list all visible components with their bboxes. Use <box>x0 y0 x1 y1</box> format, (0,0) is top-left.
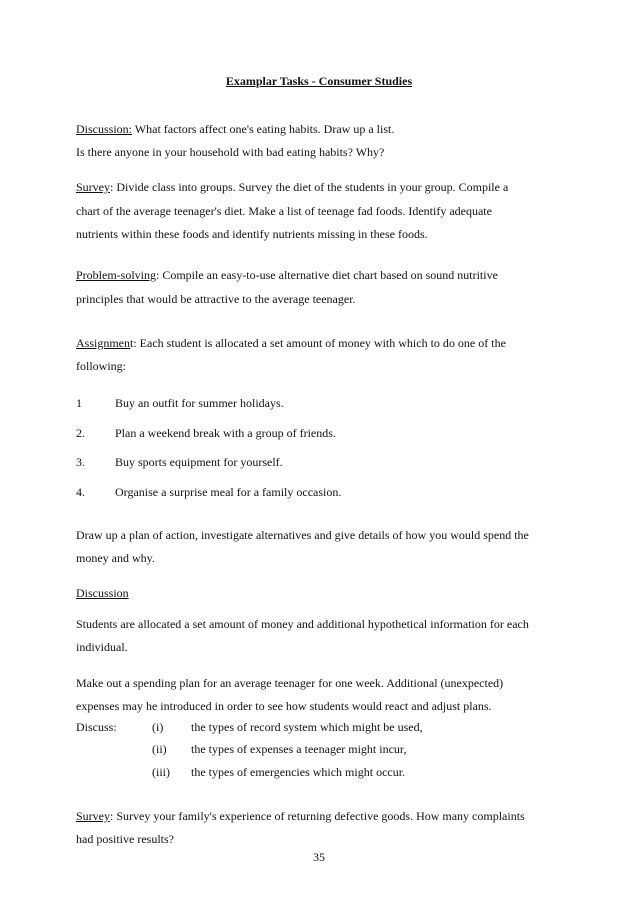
list-item-number: 1 <box>76 396 82 410</box>
discussion-2-p2-line-2: expenses may he introduced in order to see how students would react and adjust plans. <box>76 699 492 713</box>
survey-2-heading: Survey <box>76 809 110 823</box>
sub-item: the types of record system which might be used, <box>191 720 423 734</box>
assignment-line-1 <box>76 336 506 350</box>
list-item: Buy an outfit for summer holidays. <box>115 396 284 410</box>
list-item: Organise a surprise meal for a family occasion. <box>115 485 342 499</box>
survey-text-1: : Divide class into groups. Survey the diet of the students in your group. Compile a <box>110 180 509 194</box>
problem-text-1: : Compile an easy-to-use alternative diet chart based on sound nutritive <box>156 268 498 282</box>
problem-heading: Problem-solving <box>76 268 156 282</box>
page-number: 35 <box>313 850 325 864</box>
survey-2-text-1: : Survey your family's experience of returning defective goods. How many complaints <box>110 809 525 823</box>
survey-2-line-1 <box>76 809 525 823</box>
discussion-heading: Discussion: <box>76 122 133 136</box>
survey-2-line-2: had positive results? <box>76 832 174 846</box>
survey-line-3: nutrients within these foods and identify nutrients missing in these foods. <box>76 227 428 241</box>
discussion-text-1: What factors affect one's eating habits. Draw up a list. <box>132 122 395 136</box>
problem-line-2: principles that would be attractive to the average teenager. <box>76 292 356 306</box>
survey-line-1 <box>76 180 508 194</box>
discussion-2-p1-line-1: Students are allocated a set amount of money and additional hypothetical information for each <box>76 617 529 631</box>
discussion-2-heading-text: Discussion <box>76 586 129 600</box>
assignment-heading: Assignmen <box>76 336 130 350</box>
discussion-line-2: Is there anyone in your household with bad eating habits? Why? <box>76 145 385 159</box>
sub-item: the types of expenses a teenager might incur, <box>191 742 407 756</box>
survey-heading: Survey <box>76 180 110 194</box>
sub-item: the types of emergencies which might occur. <box>191 765 406 779</box>
discussion-2-p2-line-1: Make out a spending plan for an average teenager for one week. Additional (unexpected) <box>76 676 504 690</box>
problem-line-1 <box>76 268 498 282</box>
sub-item-number: (iii) <box>152 765 170 779</box>
list-item-number: 2. <box>76 426 85 440</box>
list-item-number: 4. <box>76 485 85 499</box>
page-title: Examplar Tasks - Consumer Studies <box>225 74 413 88</box>
survey-line-2: chart of the average teenager's diet. Make a list of teenage fad foods. Identify adequate <box>76 204 492 218</box>
discussion-line-1 <box>76 122 394 136</box>
discussion-2-heading <box>76 586 129 600</box>
plan-line-2: money and why. <box>76 551 155 565</box>
discussion-2-p1-line-2: individual. <box>76 640 128 654</box>
assignment-text-1: t: Each student is allocated a set amount of money with which to do one of the <box>130 336 506 350</box>
list-item: Buy sports equipment for yourself. <box>115 455 283 469</box>
plan-line-1: Draw up a plan of action, investigate alternatives and give details of how you would spend the <box>76 528 529 542</box>
list-item-number: 3. <box>76 455 85 469</box>
discuss-label: Discuss: <box>76 720 117 734</box>
list-item: Plan a weekend break with a group of friends. <box>115 426 336 440</box>
sub-item-number: (ii) <box>152 742 167 756</box>
sub-item-number: (i) <box>152 720 164 734</box>
assignment-line-2: following: <box>76 359 126 373</box>
